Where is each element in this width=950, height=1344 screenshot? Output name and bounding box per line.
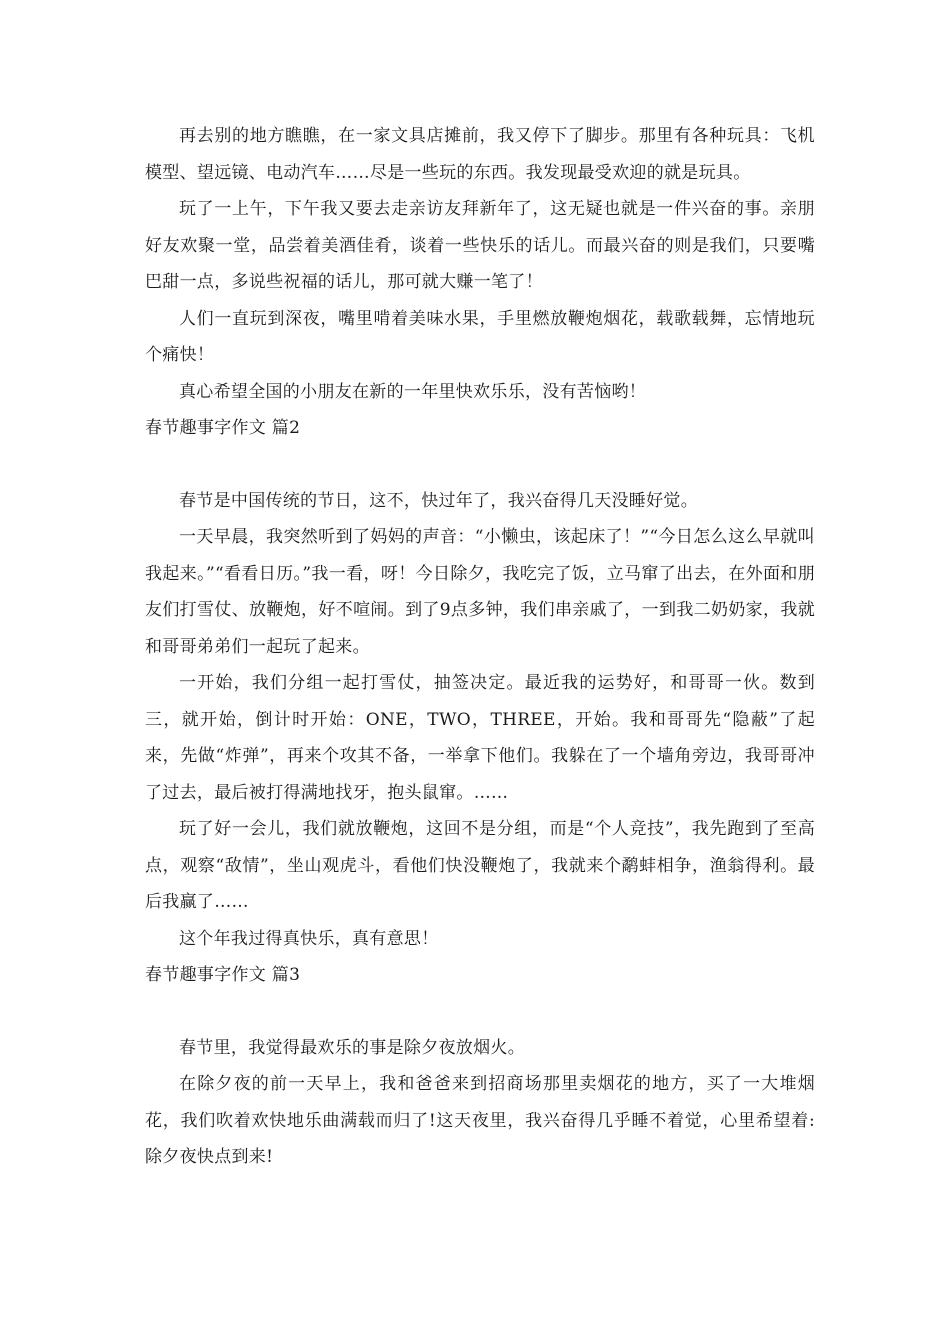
paragraph: 这个年我过得真快乐，真有意思！ [179, 928, 439, 949]
paragraph: 一开始，我们分组一起打雪仗，抽签决定。最近我的运势好，和哥哥一伙。数到三，就开始，倒计时开始：ONE，TWO，THREE，开始。我和哥哥先“隐蔽”了起来，先做“炸弹”，再来个攻其不备，一举拿下他们。我躲在了一个墙角旁边，我哥哥冲了过去，最后被打得满地找牙，抱头鼠窜。…… [145, 673, 815, 803]
paragraph: 再去别的地方瞧瞧，在一家文具店摊前，我又停下了脚步。那里有各种玩具：飞机模型、望远镜、电动汽车……尽是一些玩的东西。我发现最受欢迎的就是玩具。 [145, 126, 815, 183]
section-heading: 春节趣事字作文 篇3 [145, 965, 301, 985]
paragraph: 玩了好一会儿，我们就放鞭炮，这回不是分组，而是“个人竞技”，我先跑到了至高点，观察“敌情”，坐山观虎斗，看他们快没鞭炮了，我就来个鹬蚌相争，渔翁得利。最后我赢了…… [145, 819, 815, 912]
paragraph: 春节里，我觉得最欢乐的事是除夕夜放烟火。 [179, 1037, 525, 1058]
paragraph: 在除夕夜的前一天早上，我和爸爸来到招商场那里卖烟花的地方，买了一大堆烟花，我们吹着欢快地乐曲满载而归了!这天夜里，我兴奋得几乎睡不着觉，心里希望着:除夕夜快点到来! [145, 1074, 815, 1167]
paragraph: 玩了一上午，下午我又要去走亲访友拜新年了，这无疑也就是一件兴奋的事。亲朋好友欢聚一堂，品尝着美酒佳肴，谈着一些快乐的话儿。而最兴奋的则是我们，只要嘴巴甜一点，多说些祝福的话儿，那可就大赚一笔了！ [145, 199, 815, 292]
paragraph: 一天早晨，我突然听到了妈妈的声音：“小懒虫，该起床了！”“今日怎么这么早就叫我起来。”“看看日历。”我一看，呀！今日除夕，我吃完了饭，立马窜了出去，在外面和朋友们打雪仗、放鞭炮，好不喧闹。到了9点多钟，我们串亲戚了，一到我二奶奶家，我就和哥哥弟弟们一起玩了起来。 [145, 527, 815, 657]
paragraph: 真心希望全国的小朋友在新的一年里快欢乐乐，没有苦恼哟！ [179, 381, 647, 402]
document-page [145, 118, 815, 1176]
section-heading: 春节趣事字作文 篇2 [145, 418, 301, 438]
paragraph: 春节是中国传统的节日，这不，快过年了，我兴奋得几天没睡好觉。 [179, 490, 698, 511]
paragraph: 人们一直玩到深夜，嘴里啃着美味水果，手里燃放鞭炮烟花，载歌载舞，忘情地玩个痛快！ [145, 308, 815, 365]
